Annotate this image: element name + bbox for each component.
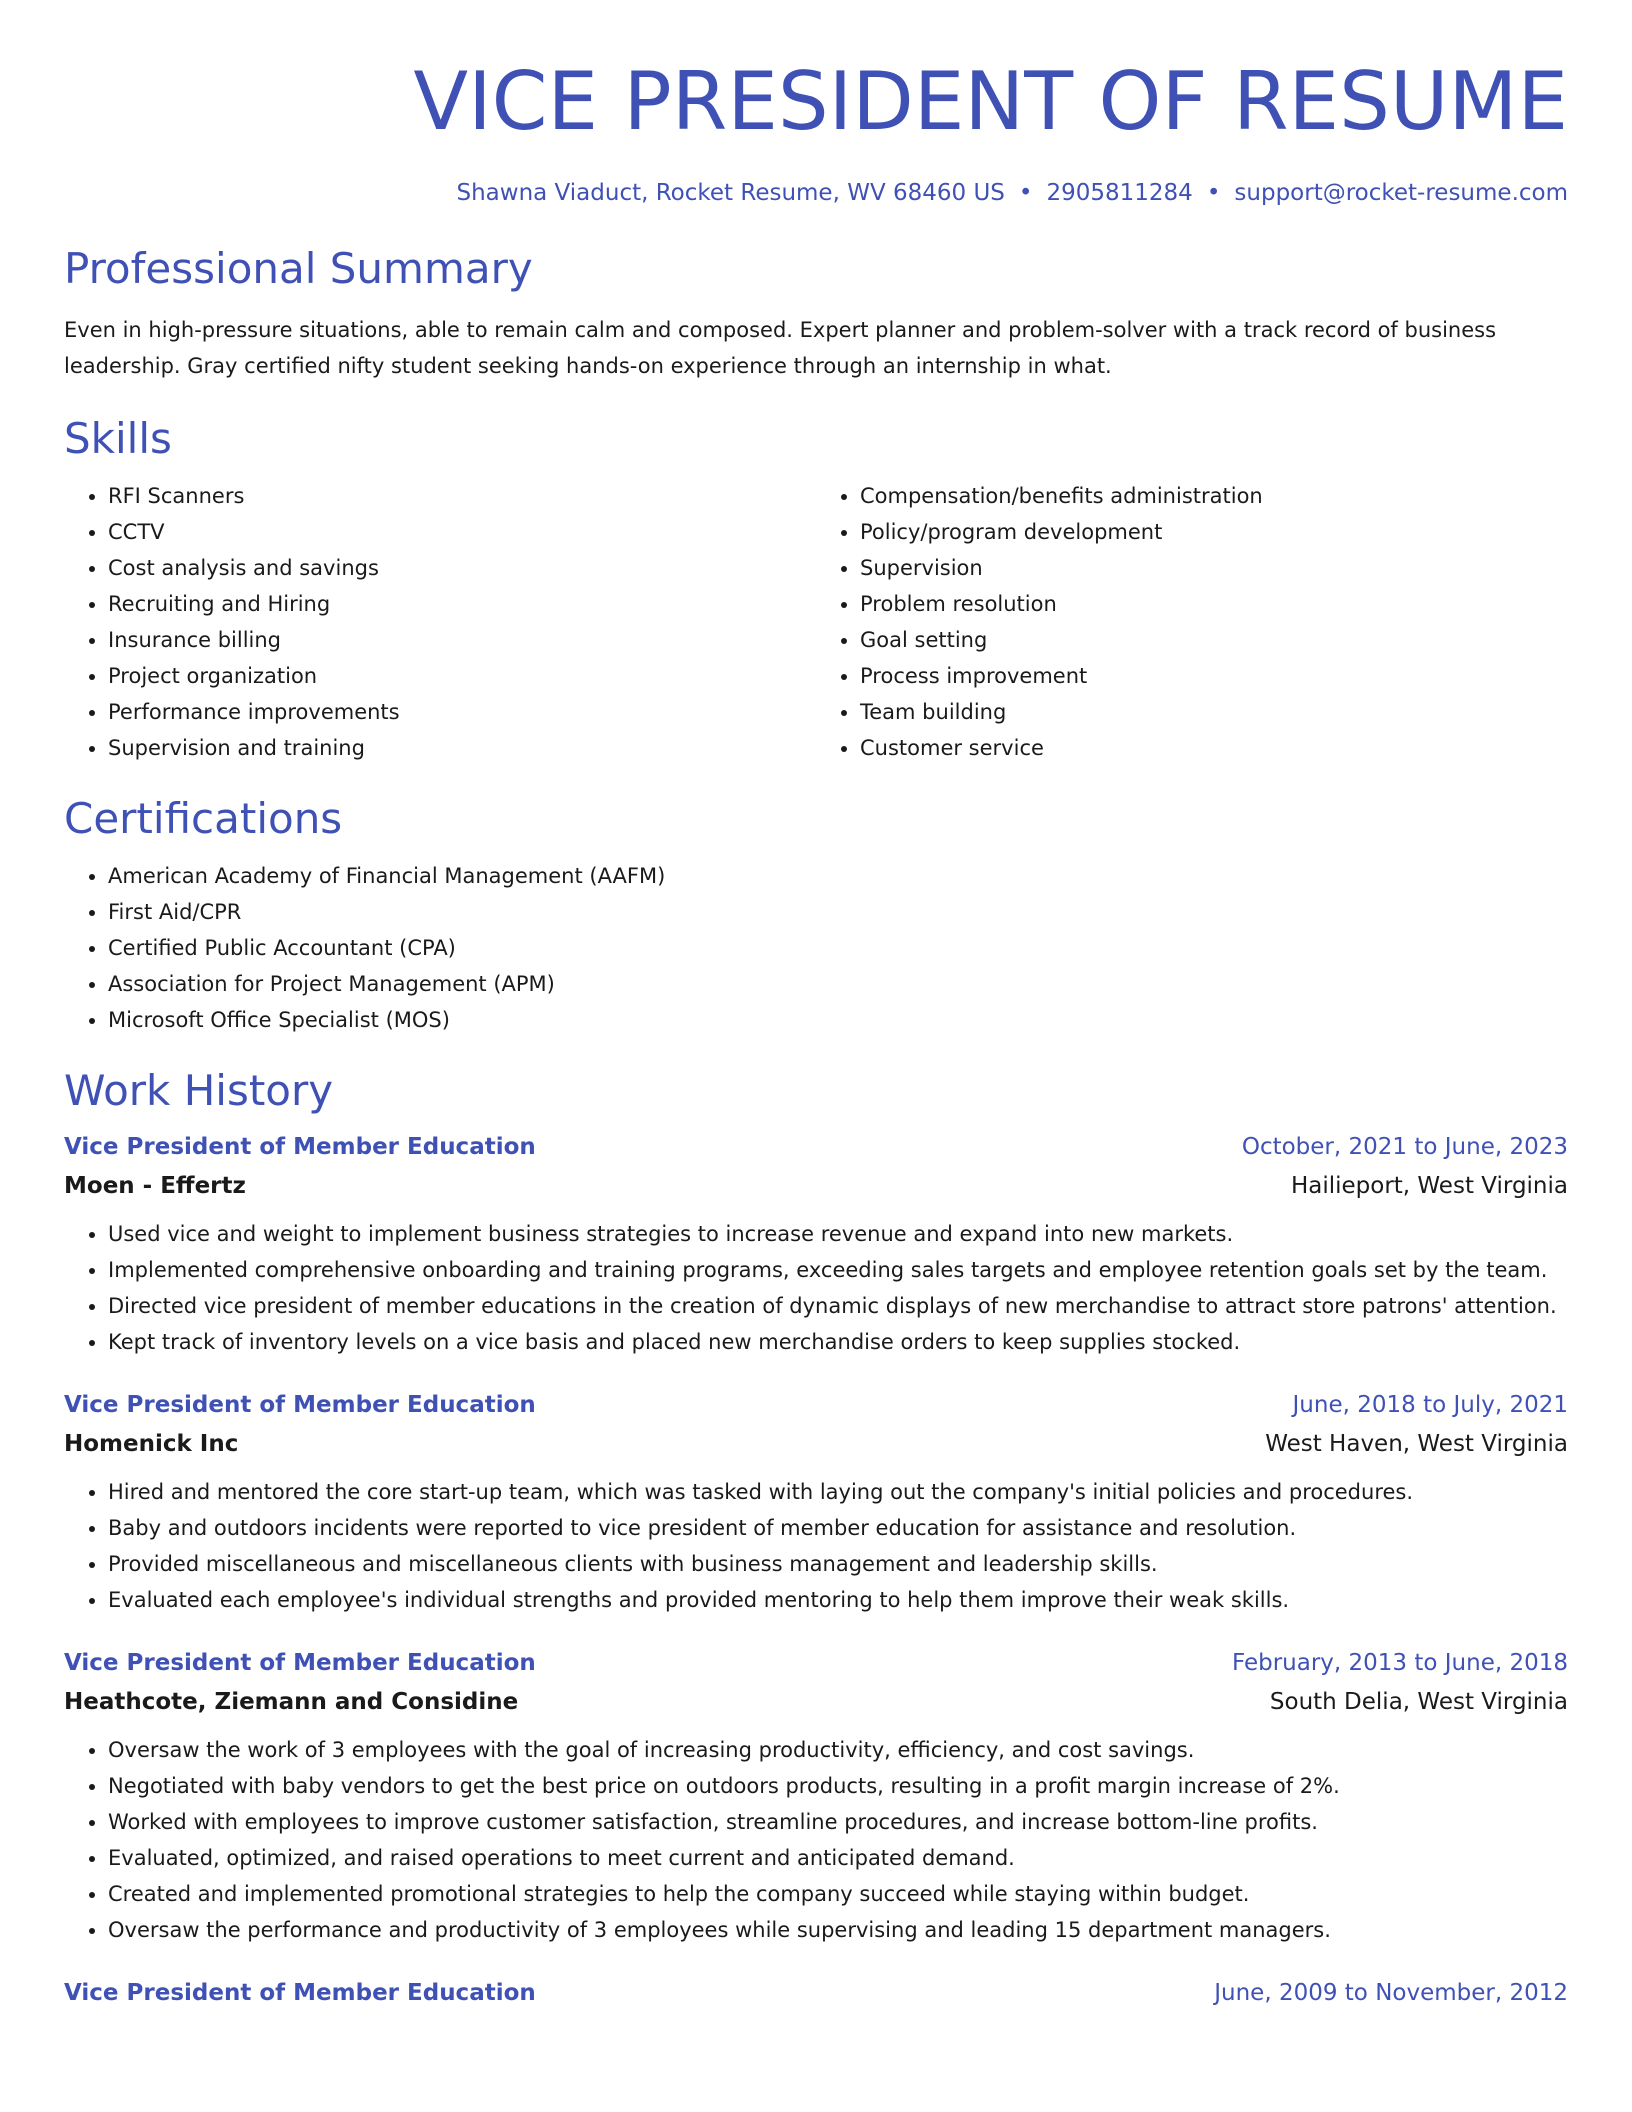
job-bullet: • Provided miscellaneous and miscellaneous clients with business management and leadership skills. xyxy=(108,1546,1568,1582)
contact-address: Shawna Viaduct, Rocket Resume, WV 68460 US xyxy=(456,180,1005,206)
job-location: Hailieport, West Virginia xyxy=(1290,1173,1568,1199)
certification-item: • Microsoft Office Specialist (MOS) xyxy=(108,1002,1568,1038)
skills-list-left xyxy=(64,478,816,766)
job-header xyxy=(64,1974,1568,2012)
resume-title: VICE PRESIDENT OF RESUME xyxy=(413,55,1568,148)
job-header xyxy=(64,1128,1568,1166)
work-history-section xyxy=(64,1064,1568,2012)
certifications-section xyxy=(64,792,1568,1038)
skill-item: • Customer service xyxy=(860,730,1568,766)
skill-item: • Compensation/benefits administration xyxy=(860,478,1568,514)
skill-item: • Project organization xyxy=(108,658,816,694)
skill-item: • Cost analysis and savings xyxy=(108,550,816,586)
job-bullet: • Evaluated, optimized, and raised operations to meet current and anticipated demand. xyxy=(108,1840,1568,1876)
job-entry xyxy=(64,1128,1568,1360)
skill-item: • Goal setting xyxy=(860,622,1568,658)
job-location: West Haven, West Virginia xyxy=(1265,1431,1568,1457)
job-bullet: • Oversaw the performance and productivity of 3 employees while supervising and leading 15 department managers. xyxy=(108,1912,1568,1948)
skill-item: • Recruiting and Hiring xyxy=(108,586,816,622)
job-title: Vice President of Member Education xyxy=(64,1650,536,1676)
skill-item: • Policy/program development xyxy=(860,514,1568,550)
skills-heading: Skills xyxy=(64,414,172,463)
job-company: Moen - Effertz xyxy=(64,1173,246,1199)
job-bullet: • Negotiated with baby vendors to get the best price on outdoors products, resulting in a profit margin increase of 2%. xyxy=(108,1768,1568,1804)
job-bullet: • Kept track of inventory levels on a vice basis and placed new merchandise orders to keep supplies stocked. xyxy=(108,1324,1568,1360)
skills-section xyxy=(64,412,1568,766)
job-title: Vice President of Member Education xyxy=(64,1392,536,1418)
job-bullet: • Used vice and weight to implement business strategies to increase revenue and expand into new markets. xyxy=(108,1216,1568,1252)
contact-separator: • xyxy=(1206,180,1221,206)
skill-item: • Problem resolution xyxy=(860,586,1568,622)
job-bullet: • Worked with employees to improve customer satisfaction, streamline procedures, and increase bottom-line profits. xyxy=(108,1804,1568,1840)
contact-line xyxy=(64,178,1568,208)
job-bullet: • Evaluated each employee's individual strengths and provided mentoring to help them improve their weak skills. xyxy=(108,1582,1568,1618)
job-entry xyxy=(64,1386,1568,1618)
job-bullet: • Implemented comprehensive onboarding and training programs, exceeding sales targets and employee retention goals set by the team. xyxy=(108,1252,1568,1288)
job-entry xyxy=(64,1644,1568,1948)
job-header xyxy=(64,1644,1568,1682)
job-dates: February, 2013 to June, 2018 xyxy=(1231,1650,1568,1676)
summary-section xyxy=(64,242,1568,384)
contact-separator: • xyxy=(1018,180,1033,206)
skill-item: • Performance improvements xyxy=(108,694,816,730)
job-bullet: • Oversaw the work of 3 employees with the goal of increasing productivity, efficiency, and cost savings. xyxy=(108,1732,1568,1768)
job-subheader xyxy=(64,1424,1568,1464)
summary-text: Even in high-pressure situations, able to remain calm and composed. Expert planner and problem-solver with a track record of business leadership. Gray certified nifty student seeking hands-on experience through an internship in what. xyxy=(64,318,1497,378)
job-entry xyxy=(64,1974,1568,2012)
certification-item: • American Academy of Financial Management (AAFM) xyxy=(108,858,1568,894)
skill-item: • Supervision and training xyxy=(108,730,816,766)
job-bullet: • Created and implemented promotional strategies to help the company succeed while staying within budget. xyxy=(108,1876,1568,1912)
job-company: Homenick Inc xyxy=(64,1431,239,1457)
job-company: Heathcote, Ziemann and Considine xyxy=(64,1689,519,1715)
summary-heading: Professional Summary xyxy=(64,244,533,293)
job-title: Vice President of Member Education xyxy=(64,1980,536,2006)
skill-item: • Supervision xyxy=(860,550,1568,586)
skills-list-right xyxy=(816,478,1568,766)
job-dates: October, 2021 to June, 2023 xyxy=(1241,1134,1568,1160)
job-bullet: • Directed vice president of member educations in the creation of dynamic displays of new merchandise to attract store patrons' attention. xyxy=(108,1288,1568,1324)
contact-email[interactable]: support@rocket-resume.com xyxy=(1234,180,1568,206)
jobs-list xyxy=(64,1128,1568,2012)
skill-item: • CCTV xyxy=(108,514,816,550)
job-header xyxy=(64,1386,1568,1424)
certification-item: • Certified Public Accountant (CPA) xyxy=(108,930,1568,966)
work-history-heading: Work History xyxy=(64,1066,334,1115)
job-dates: June, 2009 to November, 2012 xyxy=(1214,1980,1568,2006)
skill-item: • Process improvement xyxy=(860,658,1568,694)
job-location: South Delia, West Virginia xyxy=(1269,1689,1568,1715)
job-title: Vice President of Member Education xyxy=(64,1134,536,1160)
certification-item: • Association for Project Management (APM) xyxy=(108,966,1568,1002)
job-subheader xyxy=(64,1682,1568,1722)
certifications-heading: Certifications xyxy=(64,794,343,843)
certifications-list xyxy=(64,858,1568,1038)
skill-item: • Insurance billing xyxy=(108,622,816,658)
job-subheader xyxy=(64,1166,1568,1206)
skill-item: • RFI Scanners xyxy=(108,478,816,514)
job-bullets xyxy=(64,1474,1568,1618)
job-bullet: • Baby and outdoors incidents were reported to vice president of member education for assistance and resolution. xyxy=(108,1510,1568,1546)
skills-columns xyxy=(64,478,1568,766)
certification-item: • First Aid/CPR xyxy=(108,894,1568,930)
job-bullets xyxy=(64,1732,1568,1948)
contact-phone: 2905811284 xyxy=(1046,180,1193,206)
resume-header xyxy=(64,0,1568,208)
skill-item: • Team building xyxy=(860,694,1568,730)
job-bullet: • Hired and mentored the core start-up team, which was tasked with laying out the company's initial policies and procedures. xyxy=(108,1474,1568,1510)
job-bullets xyxy=(64,1216,1568,1360)
job-dates: June, 2018 to July, 2021 xyxy=(1292,1392,1568,1418)
